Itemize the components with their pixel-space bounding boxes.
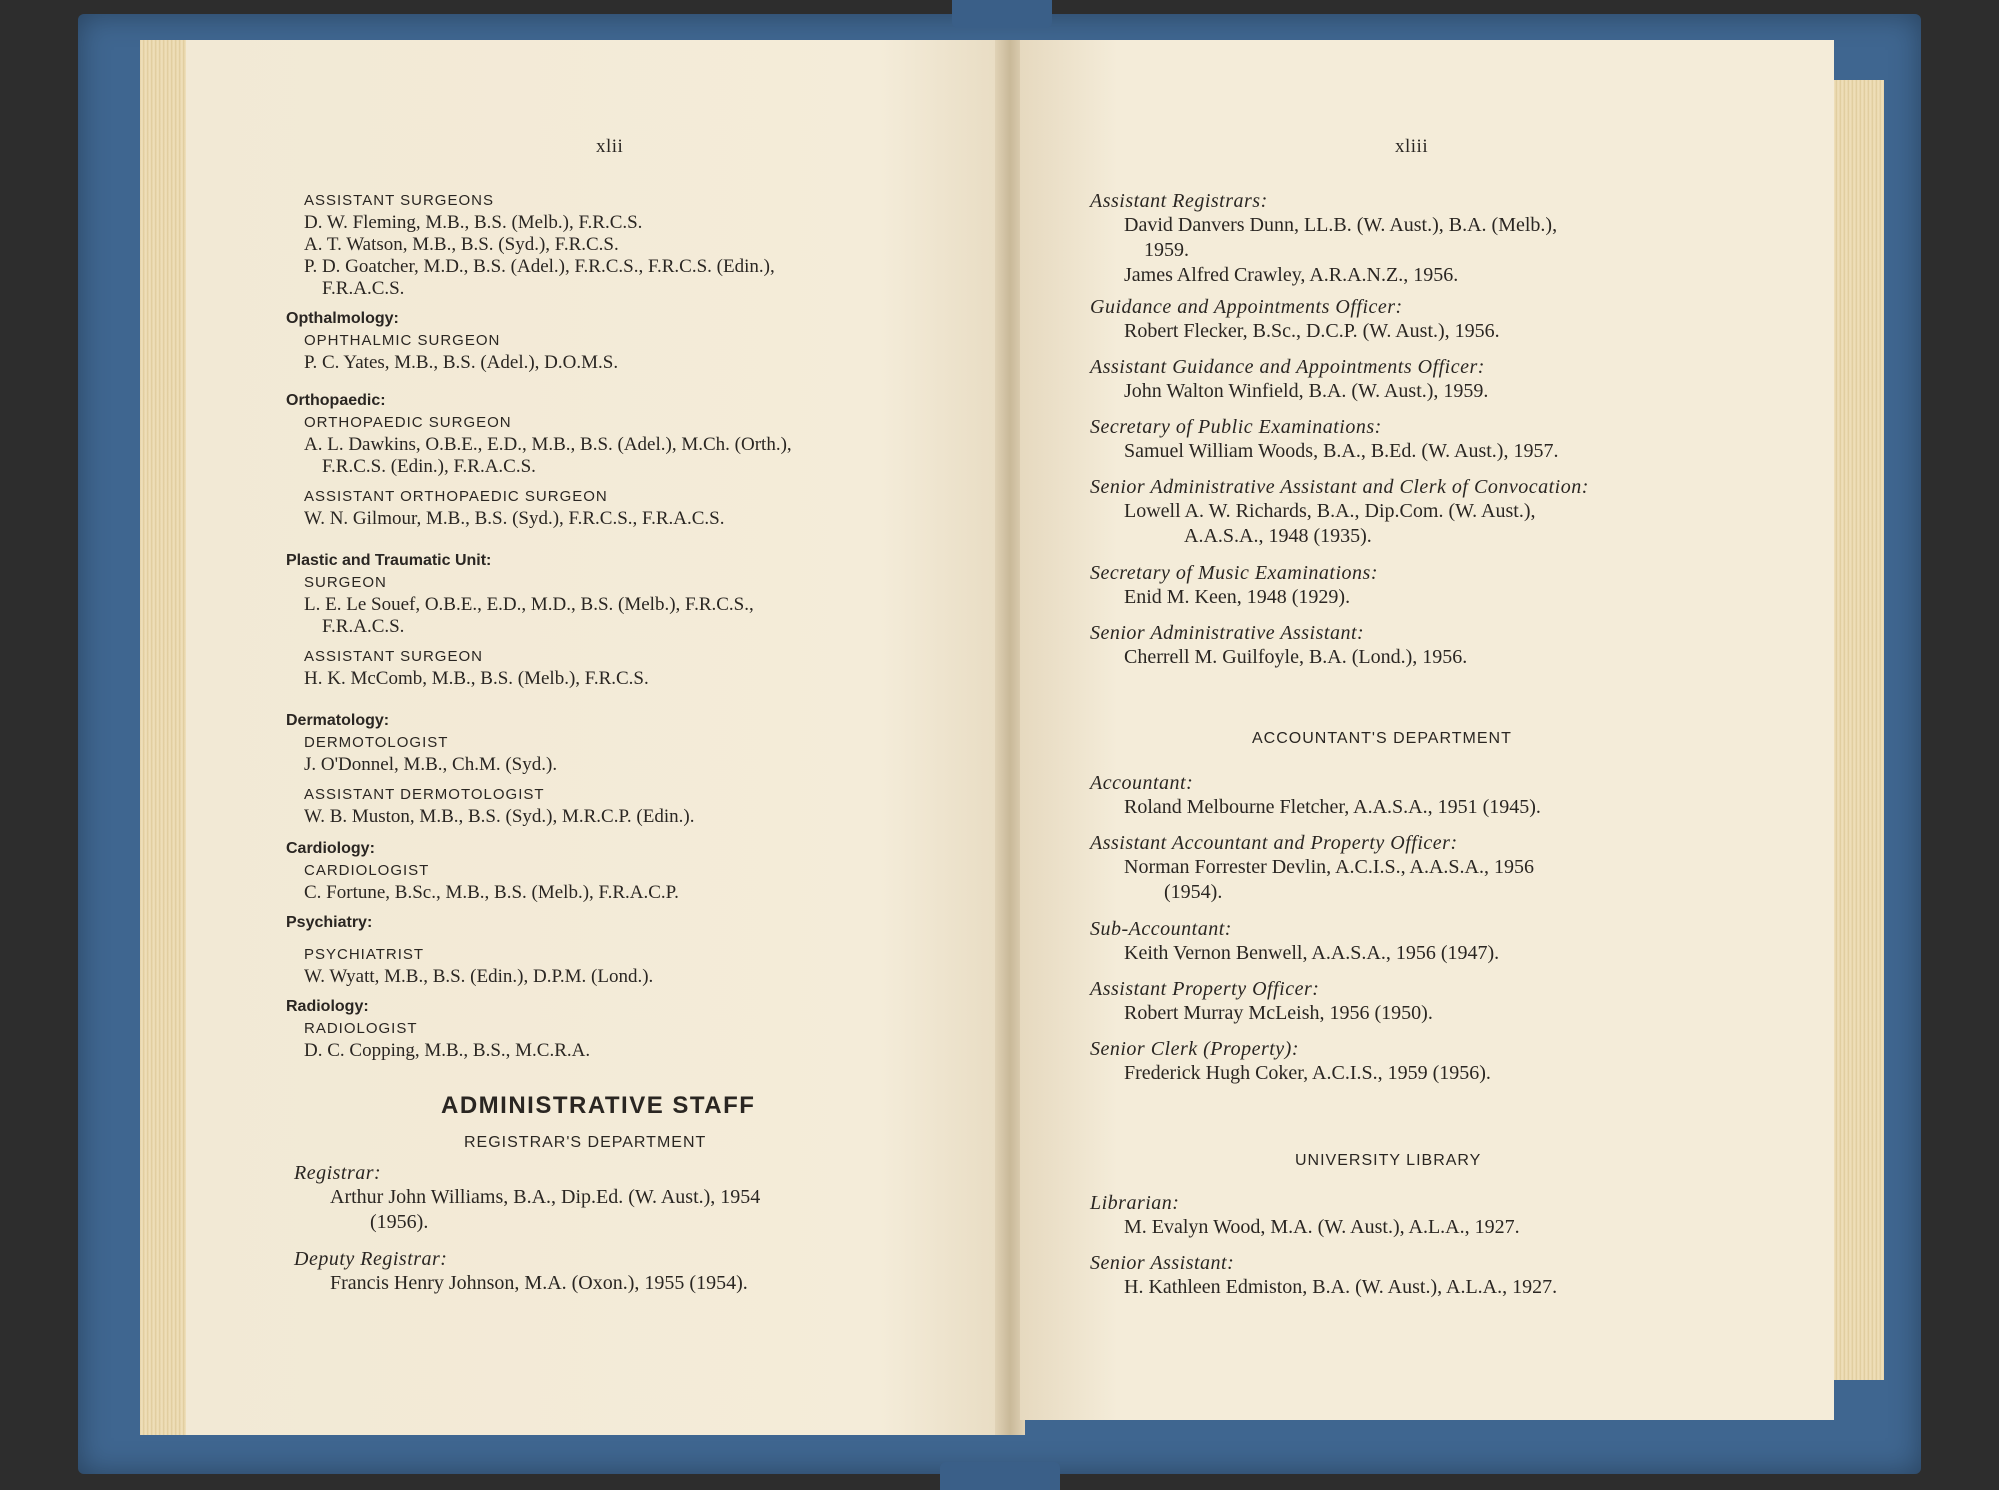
position-title: Librarian: xyxy=(1090,1192,1180,1214)
staff-line: P. D. Goatcher, M.D., B.S. (Adel.), F.R.C.S., F.R.C.S. (Edin.), xyxy=(304,256,775,277)
staff-entry: 1959. xyxy=(1144,239,1189,261)
opthalmology-block xyxy=(286,308,618,374)
position-title: Senior Administrative Assistant and Clerk of Convocation: xyxy=(1090,476,1589,498)
staff-entry: James Alfred Crawley, A.R.A.N.Z., 1956. xyxy=(1124,264,1459,286)
staff-entry: Samuel William Woods, B.A., B.Ed. (W. Aust.), 1957. xyxy=(1124,440,1559,462)
book-spine-top xyxy=(952,0,1052,28)
position-title: Assistant Registrars: xyxy=(1090,190,1268,212)
role-label: CARDIOLOGIST xyxy=(304,862,430,879)
role-label: SURGEON xyxy=(304,574,387,591)
senior-assistant-library xyxy=(1090,1252,1557,1300)
staff-line: W. B. Muston, M.B., B.S. (Syd.), M.R.C.P. (Edin.). xyxy=(304,806,695,827)
staff-entry: Cherrell M. Guilfoyle, B.A. (Lond.), 1956. xyxy=(1124,646,1468,668)
secretary-music-exams xyxy=(1090,562,1378,610)
position-title: Senior Clerk (Property): xyxy=(1090,1038,1299,1060)
staff-entry: Enid M. Keen, 1948 (1929). xyxy=(1124,586,1351,608)
role-label: DERMOTOLOGIST xyxy=(304,734,449,751)
dermatology-block xyxy=(286,710,694,828)
guidance-officer xyxy=(1090,296,1500,344)
staff-line: L. E. Le Souef, O.B.E., E.D., M.D., B.S. (Melb.), F.R.C.S., xyxy=(304,594,754,615)
position-title: Guidance and Appointments Officer: xyxy=(1090,296,1403,318)
staff-entry: M. Evalyn Wood, M.A. (W. Aust.), A.L.A., 1927. xyxy=(1124,1216,1520,1238)
position-title: Sub-Accountant: xyxy=(1090,918,1232,940)
position-title: Assistant Accountant and Property Officer: xyxy=(1090,832,1458,854)
staff-entry: Norman Forrester Devlin, A.C.I.S., A.A.S.A., 1956 xyxy=(1124,856,1534,878)
position-title: Secretary of Music Examinations: xyxy=(1090,562,1378,584)
staff-line: J. O'Donnel, M.B., Ch.M. (Syd.). xyxy=(304,754,558,775)
staff-entry: Francis Henry Johnson, M.A. (Oxon.), 1955 (1954). xyxy=(330,1272,748,1294)
staff-line: F.R.A.C.S. xyxy=(322,616,405,637)
staff-line: C. Fortune, B.Sc., M.B., B.S. (Melb.), F.R.A.C.P. xyxy=(304,882,679,903)
role-label: PSYCHIATRIST xyxy=(304,946,425,963)
role-label: ASSISTANT ORTHOPAEDIC SURGEON xyxy=(304,488,608,505)
staff-line: A. L. Dawkins, O.B.E., E.D., M.B., B.S. (Adel.), M.Ch. (Orth.), xyxy=(304,434,792,455)
section-heading: Cardiology: xyxy=(286,840,375,857)
position-title: Assistant Guidance and Appointments Officer: xyxy=(1090,356,1485,378)
staff-line: D. W. Fleming, M.B., B.S. (Melb.), F.R.C.S. xyxy=(304,212,643,233)
accountants-department-title: ACCOUNTANT'S DEPARTMENT xyxy=(1252,730,1512,747)
section-heading: Orthopaedic: xyxy=(286,392,386,409)
registrar-block xyxy=(294,1162,760,1235)
role-label: ASSISTANT SURGEON xyxy=(304,648,483,665)
staff-entry: David Danvers Dunn, LL.B. (W. Aust.), B.A. (Melb.), xyxy=(1124,214,1558,236)
staff-line: F.R.C.S. (Edin.), F.R.A.C.S. xyxy=(322,456,536,477)
section-heading: Radiology: xyxy=(286,998,369,1015)
staff-entry: Robert Murray McLeish, 1956 (1950). xyxy=(1124,1002,1433,1024)
assistant-guidance-officer xyxy=(1090,356,1488,404)
registrar-entries xyxy=(1090,190,1557,288)
staff-line: W. N. Gilmour, M.B., B.S. (Syd.), F.R.C.S., F.R.A.C.S. xyxy=(304,508,725,529)
section-heading: Psychiatry: xyxy=(286,914,373,931)
staff-entry: Arthur John Williams, B.A., Dip.Ed. (W. Aust.), 1954 xyxy=(330,1186,761,1208)
book-spine-bottom xyxy=(940,1462,1060,1490)
role-label: ASSISTANT SURGEONS xyxy=(304,192,494,209)
section-heading: Plastic and Traumatic Unit: xyxy=(286,552,492,569)
senior-clerk-property xyxy=(1090,1038,1491,1086)
page-edges-right xyxy=(1832,80,1884,1380)
role-label: OPHTHALMIC SURGEON xyxy=(304,332,501,349)
position-title: Assistant Property Officer: xyxy=(1090,978,1320,1000)
staff-line: W. Wyatt, M.B., B.S. (Edin.), D.P.M. (Lond.). xyxy=(304,966,654,987)
position-title: Senior Administrative Assistant: xyxy=(1090,622,1365,644)
section-heading: Opthalmology: xyxy=(286,310,399,327)
staff-entry: Lowell A. W. Richards, B.A., Dip.Com. (W. Aust.), xyxy=(1124,500,1536,522)
plastic-unit-block xyxy=(286,550,754,690)
role-label: ORTHOPAEDIC SURGEON xyxy=(304,414,512,431)
staff-entry: H. Kathleen Edmiston, B.A. (W. Aust.), A.L.A., 1927. xyxy=(1124,1276,1558,1298)
senior-admin-assistant xyxy=(1090,622,1467,670)
senior-admin-convocation xyxy=(1090,476,1589,549)
position-title: Senior Assistant: xyxy=(1090,1252,1235,1274)
orthopaedic-block xyxy=(286,390,792,530)
radiology-block xyxy=(286,996,590,1062)
staff-entry: Keith Vernon Benwell, A.A.S.A., 1956 (1947). xyxy=(1124,942,1500,964)
left-page xyxy=(186,40,1002,1435)
staff-entry: John Walton Winfield, B.A. (W. Aust.), 1959. xyxy=(1124,380,1489,402)
sub-accountant xyxy=(1090,918,1499,966)
accountant xyxy=(1090,772,1541,820)
right-page xyxy=(1020,40,1834,1420)
secretary-public-exams xyxy=(1090,416,1558,464)
staff-line: H. K. McComb, M.B., B.S. (Melb.), F.R.C.S. xyxy=(304,668,649,689)
assistant-surgeons-block xyxy=(304,190,775,300)
section-heading: Dermatology: xyxy=(286,712,390,729)
staff-entry: (1956). xyxy=(370,1211,429,1233)
psychiatry-block xyxy=(286,912,653,988)
deputy-registrar-block xyxy=(294,1248,748,1296)
position-title: Deputy Registrar: xyxy=(294,1248,448,1270)
assistant-accountant xyxy=(1090,832,1534,905)
page-number-right: xliii xyxy=(1395,136,1429,157)
staff-line: P. C. Yates, M.B., B.S. (Adel.), D.O.M.S. xyxy=(304,352,619,373)
cardiology-block xyxy=(286,838,679,904)
page-number-left: xlii xyxy=(596,136,624,157)
page-edges-left xyxy=(140,40,190,1435)
position-title: Accountant: xyxy=(1090,772,1194,794)
staff-line: A. T. Watson, M.B., B.S. (Syd.), F.R.C.S. xyxy=(304,234,619,255)
staff-entry: A.A.S.A., 1948 (1935). xyxy=(1184,525,1372,547)
staff-entry: (1954). xyxy=(1164,881,1223,903)
position-title: Registrar: xyxy=(294,1162,382,1184)
administrative-staff-title: ADMINISTRATIVE STAFF xyxy=(441,1092,756,1119)
staff-entry: Frederick Hugh Coker, A.C.I.S., 1959 (1956). xyxy=(1124,1062,1491,1084)
university-library-title: UNIVERSITY LIBRARY xyxy=(1295,1152,1482,1169)
staff-line: F.R.A.C.S. xyxy=(322,278,405,299)
staff-line: D. C. Copping, M.B., B.S., M.C.R.A. xyxy=(304,1040,591,1061)
librarian xyxy=(1090,1192,1520,1240)
staff-entry: Roland Melbourne Fletcher, A.A.S.A., 1951 (1945). xyxy=(1124,796,1541,818)
role-label: RADIOLOGIST xyxy=(304,1020,418,1037)
staff-entry: Robert Flecker, B.Sc., D.C.P. (W. Aust.), 1956. xyxy=(1124,320,1500,342)
position-title: Secretary of Public Examinations: xyxy=(1090,416,1382,438)
registrars-department-title: REGISTRAR'S DEPARTMENT xyxy=(464,1134,707,1151)
assistant-property-officer xyxy=(1090,978,1433,1026)
role-label: ASSISTANT DERMOTOLOGIST xyxy=(304,786,545,803)
